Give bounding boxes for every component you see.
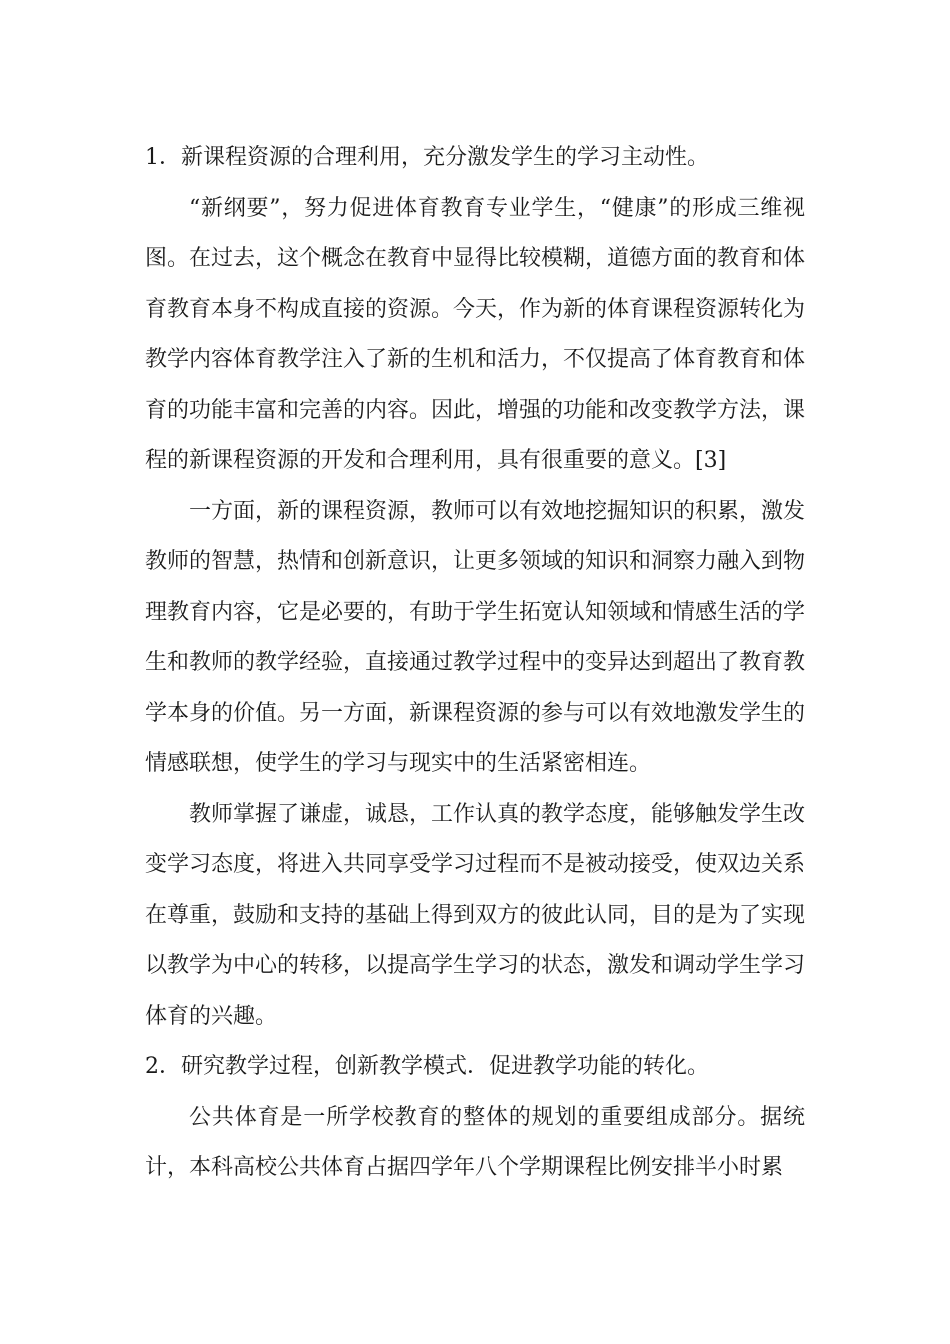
section-heading-2: 2．研究教学过程，创新教学模式．促进教学功能的转化。 bbox=[145, 1054, 709, 1079]
section-heading-1: 1．新课程资源的合理利用，充分激发学生的学习主动性。 bbox=[145, 145, 709, 170]
paragraph-3: 教师掌握了谦虚，诚恳，工作认真的教学态度，能够触发学生改变学习态度，将进入共同享受学习过程而不是被动接受，使双边关系在尊重，鼓励和支持的基础上得到双方的彼此认同，目的是为了实现以教学为中心的转移，以提高学生学习的状态，激发和调动学生学习体育的兴趣。 bbox=[145, 801, 806, 1029]
paragraph-1: “新纲要”，努力促进体育教育专业学生，“健康”的形成三维视图。在过去，这个概念在教育中显得比较模糊，道德方面的教育和体育教育本身不构成直接的资源。今天，作为新的体育课程资源转化为教学内容体育教学注入了新的生机和活力，不仅提高了体育教育和体育的功能丰富和完善的内容。因此，增强的功能和改变教学方法，课程的新课程资源的开发和合理利用，具有很重要的意义。[3] bbox=[145, 195, 806, 473]
paragraph-4: 公共体育是一所学校教育的整体的规划的重要组成部分。据统计，本科高校公共体育占据四学年八个学期课程比例安排半小时累 bbox=[145, 1104, 805, 1180]
document-body bbox=[145, 133, 805, 1194]
paragraph-2: 一方面，新的课程资源，教师可以有效地挖掘知识的积累，激发教师的智慧，热情和创新意识，让更多领域的知识和洞察力融入到物理教育内容，它是必要的，有助于学生拓宽认知领域和情感生活的学生和教师的教学经验，直接通过教学过程中的变异达到超出了教育教学本身的价值。另一方面，新课程资源的参与可以有效地激发学生的情感联想，使学生的学习与现实中的生活紧密相连。 bbox=[145, 498, 806, 776]
